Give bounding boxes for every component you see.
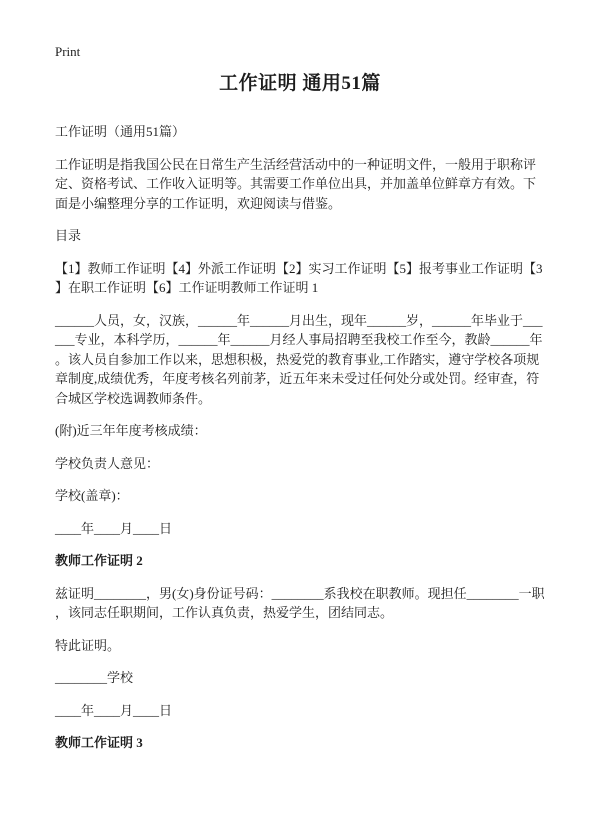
section2-date-line: ____年____月____日 [55, 702, 173, 718]
section2-closing-line: 特此证明。 [55, 637, 121, 653]
toc-entries: 【1】教师工作证明【4】外派工作证明【2】实习工作证明【5】报考事业工作证明【3】在职工作证明【6】工作证明教师工作证明 1 [55, 260, 543, 295]
toc-label: 目录 [55, 228, 82, 243]
section2-heading: 教师工作证明 2 [55, 553, 143, 568]
section1-school-seal-line: 学校(盖章)： [55, 488, 129, 503]
document-title: 工作证明 通用51篇 [219, 73, 381, 94]
section2-school-name-line: ________学校 [55, 670, 134, 685]
section2-body: 兹证明________，男(女)身份证号码：________系我校在职教师。现担任________一职，该同志任职期间，工作认真负责，热爱学生，团结同志。 [55, 585, 545, 620]
section3-heading: 教师工作证明 3 [55, 735, 143, 750]
section1-date-line: ____年____月____日 [55, 520, 173, 536]
print-link[interactable]: Print [55, 44, 81, 59]
subtitle: 工作证明（通用51篇） [55, 124, 186, 139]
intro-paragraph: 工作证明是指我国公民在日常生产生活经营活动中的一种证明文件，一般用于职称评定、资格考试、工作收入证明等。其需要工作单位出具，并加盖单位鲜章方有效。下面是小编整理分享的工作证明，欢迎阅读与借鉴。 [55, 156, 537, 211]
section1-appendix-line: (附)近三年年度考核成绩： [55, 423, 207, 438]
section1-principal-opinion-line: 学校负责人意见： [55, 455, 160, 471]
section1-body: ______人员，女，汉族，______年______月出生，现年______岁，______年毕业于______专业，本科学历，______年______月经人事局招聘至我校工作至今，教龄______年。该人员自参加工作以来，思想积极，热爱党的教育事业,工作踏实，遵守学校各项规章制度,成绩优秀，年度考核名列前茅，近五年来未受过任何处分或处罚。经审查，符合城区学校选调教师条件。 [55, 312, 543, 406]
